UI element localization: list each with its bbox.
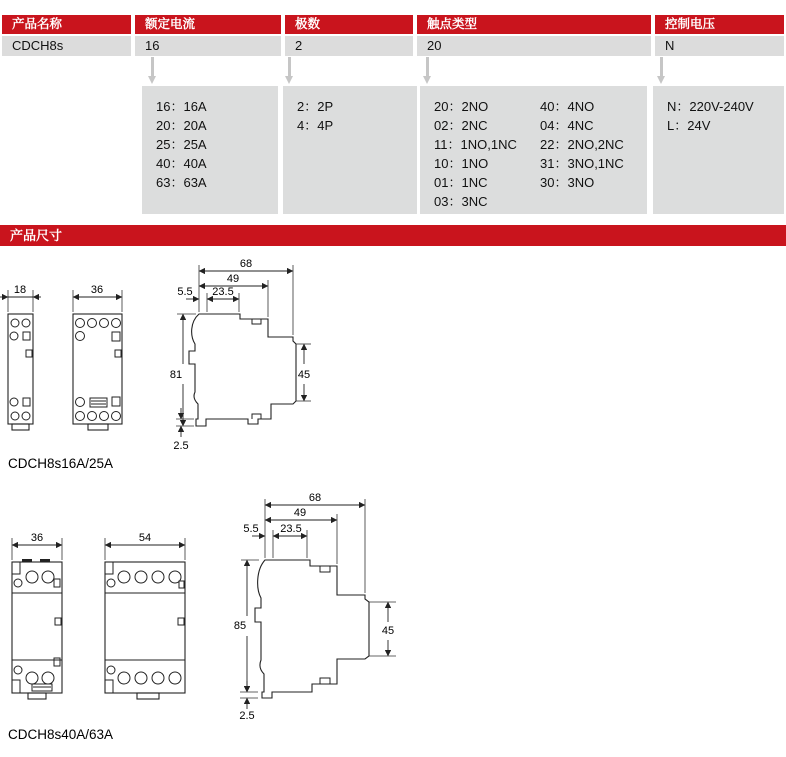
column-poles bbox=[285, 15, 413, 56]
option-item: 10：1NO bbox=[434, 156, 489, 171]
options-poles bbox=[283, 86, 417, 214]
dim-front2-width: 54 bbox=[138, 532, 152, 544]
column-contact-type bbox=[417, 15, 651, 56]
dim-offset: 5.5 bbox=[177, 286, 193, 298]
column-header: 极数 bbox=[285, 15, 413, 34]
model-label-16a-25a: CDCH8s16A/25A bbox=[8, 456, 114, 471]
option-item: 02：2NC bbox=[434, 118, 488, 133]
option-item: L：24V bbox=[667, 118, 711, 133]
dim-depth-cover: 49 bbox=[293, 507, 307, 519]
dim-height: 81 bbox=[169, 369, 183, 381]
front-view-36mm bbox=[12, 532, 62, 699]
side-view-85mm bbox=[234, 492, 396, 722]
model-selector-table bbox=[2, 15, 784, 56]
column-header: 产品名称 bbox=[2, 15, 131, 34]
column-header: 额定电流 bbox=[135, 15, 281, 34]
dim-height: 85 bbox=[233, 620, 247, 632]
dimension-drawing-40a-63a bbox=[0, 488, 420, 723]
front-view-18mm bbox=[0, 284, 41, 430]
option-item: 25：25A bbox=[156, 137, 207, 152]
dim-depth-cover: 49 bbox=[226, 273, 240, 285]
dim-offset: 5.5 bbox=[243, 523, 259, 535]
column-control-voltage bbox=[655, 15, 784, 56]
down-arrow-icon bbox=[423, 57, 432, 85]
option-item: 31：3NO,1NC bbox=[540, 156, 624, 171]
front-view-36mm bbox=[73, 284, 122, 430]
options-contact-type bbox=[420, 86, 647, 214]
column-value: 20 bbox=[417, 36, 651, 56]
options-control-voltage bbox=[653, 86, 784, 214]
dim-depth-total: 68 bbox=[239, 258, 253, 270]
down-arrow-icon bbox=[285, 57, 294, 85]
column-header: 控制电压 bbox=[655, 15, 784, 34]
option-item: 30：3NO bbox=[540, 175, 595, 190]
dim-clip: 2.5 bbox=[173, 440, 189, 452]
option-item: 2：2P bbox=[297, 99, 334, 114]
option-item: 11：1NO,1NC bbox=[434, 137, 517, 152]
option-item: 01：1NC bbox=[434, 175, 488, 190]
dim-front1-width: 36 bbox=[30, 532, 44, 544]
dimension-drawing-16a-25a bbox=[0, 252, 340, 457]
option-item: N：220V-240V bbox=[667, 99, 754, 114]
model-label-40a-63a: CDCH8s40A/63A bbox=[8, 727, 114, 742]
column-rated-current bbox=[135, 15, 281, 56]
section-title-dimensions: 产品尺寸 bbox=[0, 225, 786, 246]
dim-rail-section: 45 bbox=[381, 625, 395, 637]
option-item: 20：20A bbox=[156, 118, 207, 133]
option-item: 22：2NO,2NC bbox=[540, 137, 624, 152]
option-item: 16：16A bbox=[156, 99, 207, 114]
side-view-81mm bbox=[170, 258, 311, 452]
column-product-name bbox=[2, 15, 131, 56]
contact-type-col2 bbox=[540, 97, 624, 192]
column-header: 触点类型 bbox=[417, 15, 651, 34]
column-value: 16 bbox=[135, 36, 281, 56]
option-item: 4：4P bbox=[297, 118, 334, 133]
dim-clip: 2.5 bbox=[239, 710, 255, 722]
front-view-54mm bbox=[105, 532, 185, 699]
down-arrow-icon bbox=[657, 57, 666, 85]
dim-depth-front: 23.5 bbox=[280, 523, 302, 535]
option-item: 40：40A bbox=[156, 156, 207, 171]
down-arrow-icon bbox=[148, 57, 157, 85]
option-item: 20：2NO bbox=[434, 99, 489, 114]
dim-depth-front: 23.5 bbox=[212, 286, 234, 298]
dim-rail-section: 45 bbox=[297, 369, 311, 381]
column-value: N bbox=[655, 36, 784, 56]
dim-depth-total: 68 bbox=[308, 492, 322, 504]
column-value: CDCH8s bbox=[2, 36, 131, 56]
options-rated-current bbox=[142, 86, 278, 214]
column-value: 2 bbox=[285, 36, 413, 56]
option-item: 40：4NO bbox=[540, 99, 595, 114]
option-item: 03：3NC bbox=[434, 194, 488, 209]
option-item: 63：63A bbox=[156, 175, 207, 190]
option-item: 04：4NC bbox=[540, 118, 594, 133]
dim-front2-width: 36 bbox=[90, 284, 104, 296]
dim-front1-width: 18 bbox=[13, 284, 27, 296]
